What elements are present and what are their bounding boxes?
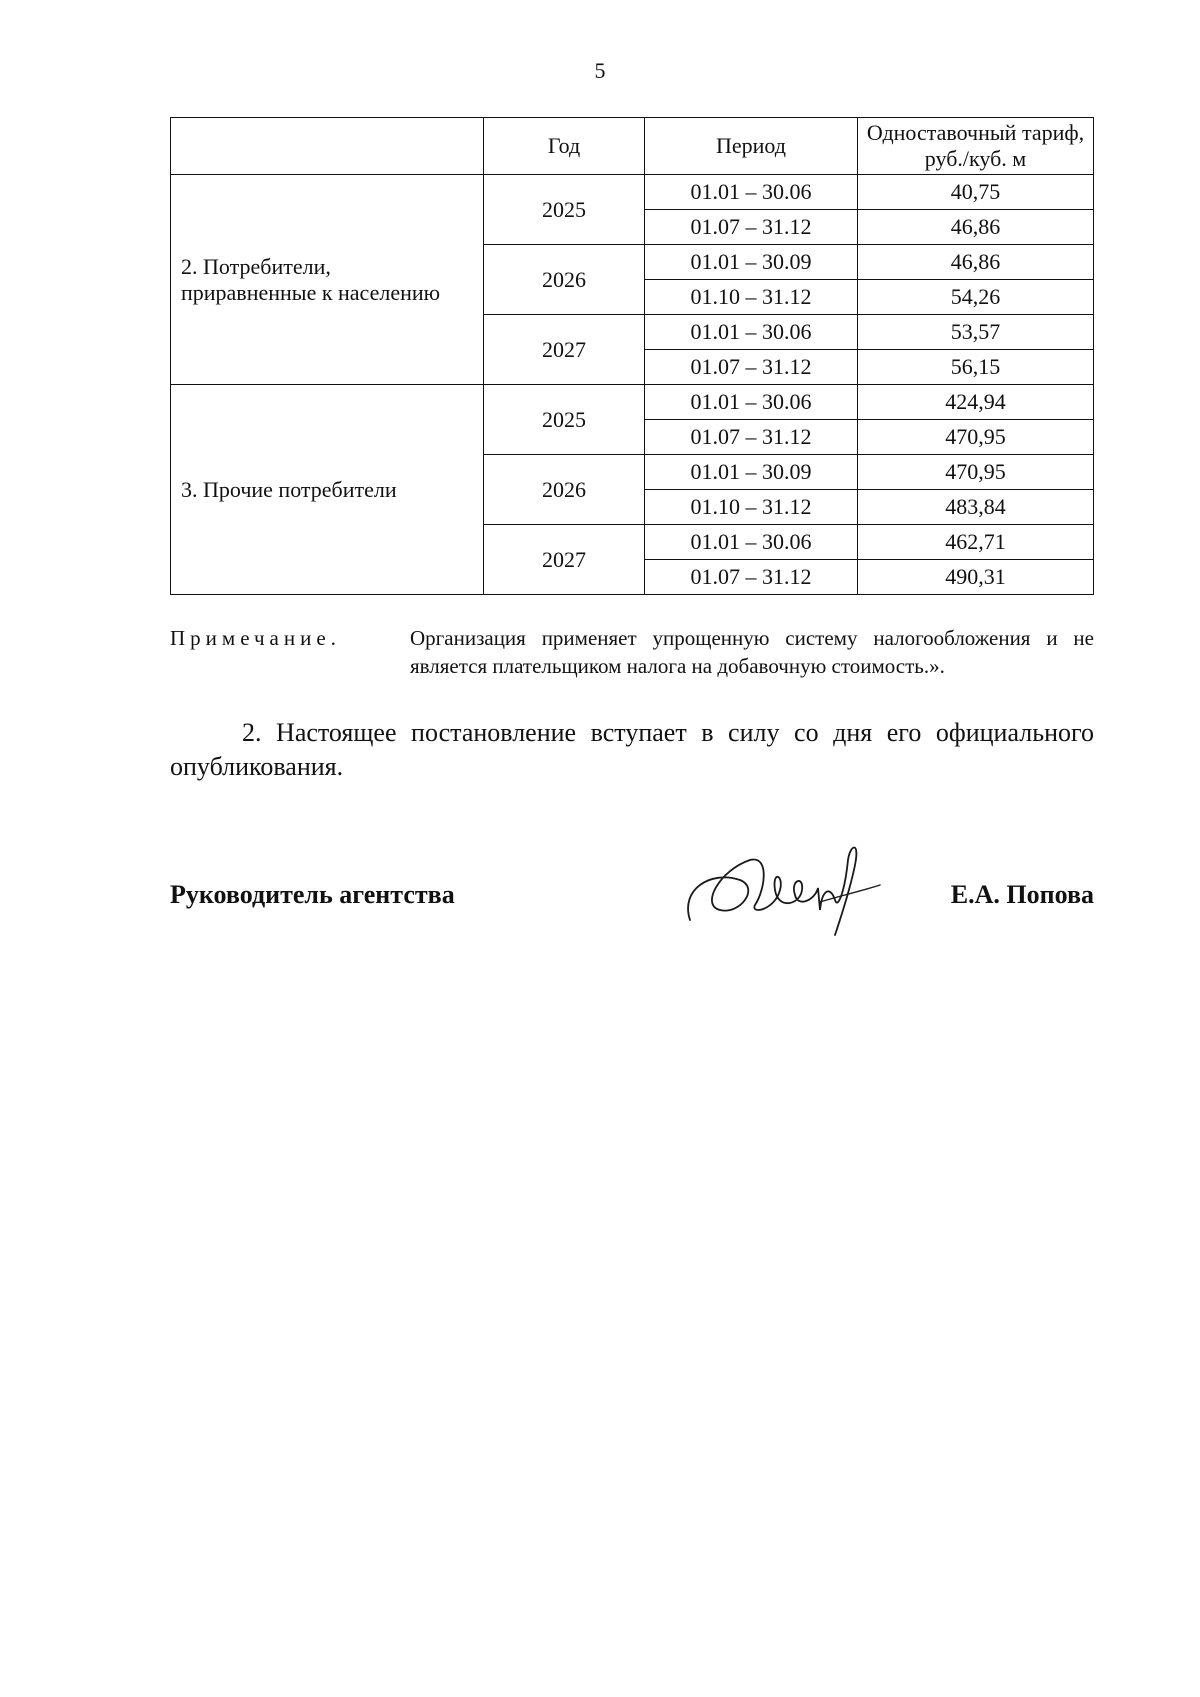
tariff-cell: 54,26 <box>858 280 1094 315</box>
note-text: Организация применяет упрощенную систему налогообложения и не является плательщиком налога на добавочную стоимость.». <box>410 626 1094 678</box>
tariff-cell: 56,15 <box>858 350 1094 385</box>
period-cell: 01.07 – 31.12 <box>645 420 858 455</box>
period-cell: 01.10 – 31.12 <box>645 280 858 315</box>
header-tariff-line2: руб./куб. м <box>924 146 1027 171</box>
period-cell: 01.10 – 31.12 <box>645 490 858 525</box>
consumer-group-label-line1: 3. Прочие потребители <box>181 476 397 502</box>
period-cell: 01.01 – 30.06 <box>645 525 858 560</box>
header-year: Год <box>484 118 645 175</box>
page-number: 5 <box>594 58 606 83</box>
tariff-cell: 46,86 <box>858 210 1094 245</box>
period-cell: 01.01 – 30.06 <box>645 175 858 210</box>
tariff-cell: 470,95 <box>858 455 1094 490</box>
clause-2: 2. Настоящее постановление вступает в силу со дня его официального опубликования. <box>170 718 1094 781</box>
consumer-group-label-line1: 2. Потребители, <box>181 253 331 279</box>
consumer-group-label <box>171 385 484 595</box>
note-label: Примечание. <box>170 626 341 650</box>
signer-title: Руководитель агентства <box>170 880 455 909</box>
consumer-group-label-line2: приравненные к населению <box>181 279 441 305</box>
period-cell: 01.01 – 30.06 <box>645 385 858 420</box>
year-cell: 2027 <box>484 525 645 595</box>
header-period: Период <box>645 118 858 175</box>
table-row <box>171 385 1094 420</box>
handwritten-signature <box>680 830 890 940</box>
tariff-cell: 462,71 <box>858 525 1094 560</box>
tariff-cell: 53,57 <box>858 315 1094 350</box>
period-cell: 01.07 – 31.12 <box>645 350 858 385</box>
period-cell: 01.01 – 30.09 <box>645 245 858 280</box>
tariff-table-body <box>171 175 1094 595</box>
header-group <box>171 118 484 175</box>
tariff-cell: 470,95 <box>858 420 1094 455</box>
header-tariff-line1: Одноставочный тариф, <box>866 120 1085 145</box>
year-cell: 2026 <box>484 455 645 525</box>
period-cell: 01.07 – 31.12 <box>645 560 858 595</box>
tariff-cell: 483,84 <box>858 490 1094 525</box>
header-tariff <box>858 118 1094 175</box>
tariff-cell: 40,75 <box>858 175 1094 210</box>
signer-name: Е.А. Попова <box>950 880 1094 909</box>
year-cell: 2025 <box>484 385 645 455</box>
year-cell: 2026 <box>484 245 645 315</box>
tariff-cell: 490,31 <box>858 560 1094 595</box>
period-cell: 01.01 – 30.09 <box>645 455 858 490</box>
table-row <box>171 175 1094 210</box>
year-cell: 2027 <box>484 315 645 385</box>
tariff-table <box>170 117 1094 595</box>
period-cell: 01.01 – 30.06 <box>645 315 858 350</box>
year-cell: 2025 <box>484 175 645 245</box>
table-header-row <box>171 118 1094 175</box>
tariff-cell: 46,86 <box>858 245 1094 280</box>
tariff-cell: 424,94 <box>858 385 1094 420</box>
period-cell: 01.07 – 31.12 <box>645 210 858 245</box>
consumer-group-label <box>171 175 484 385</box>
